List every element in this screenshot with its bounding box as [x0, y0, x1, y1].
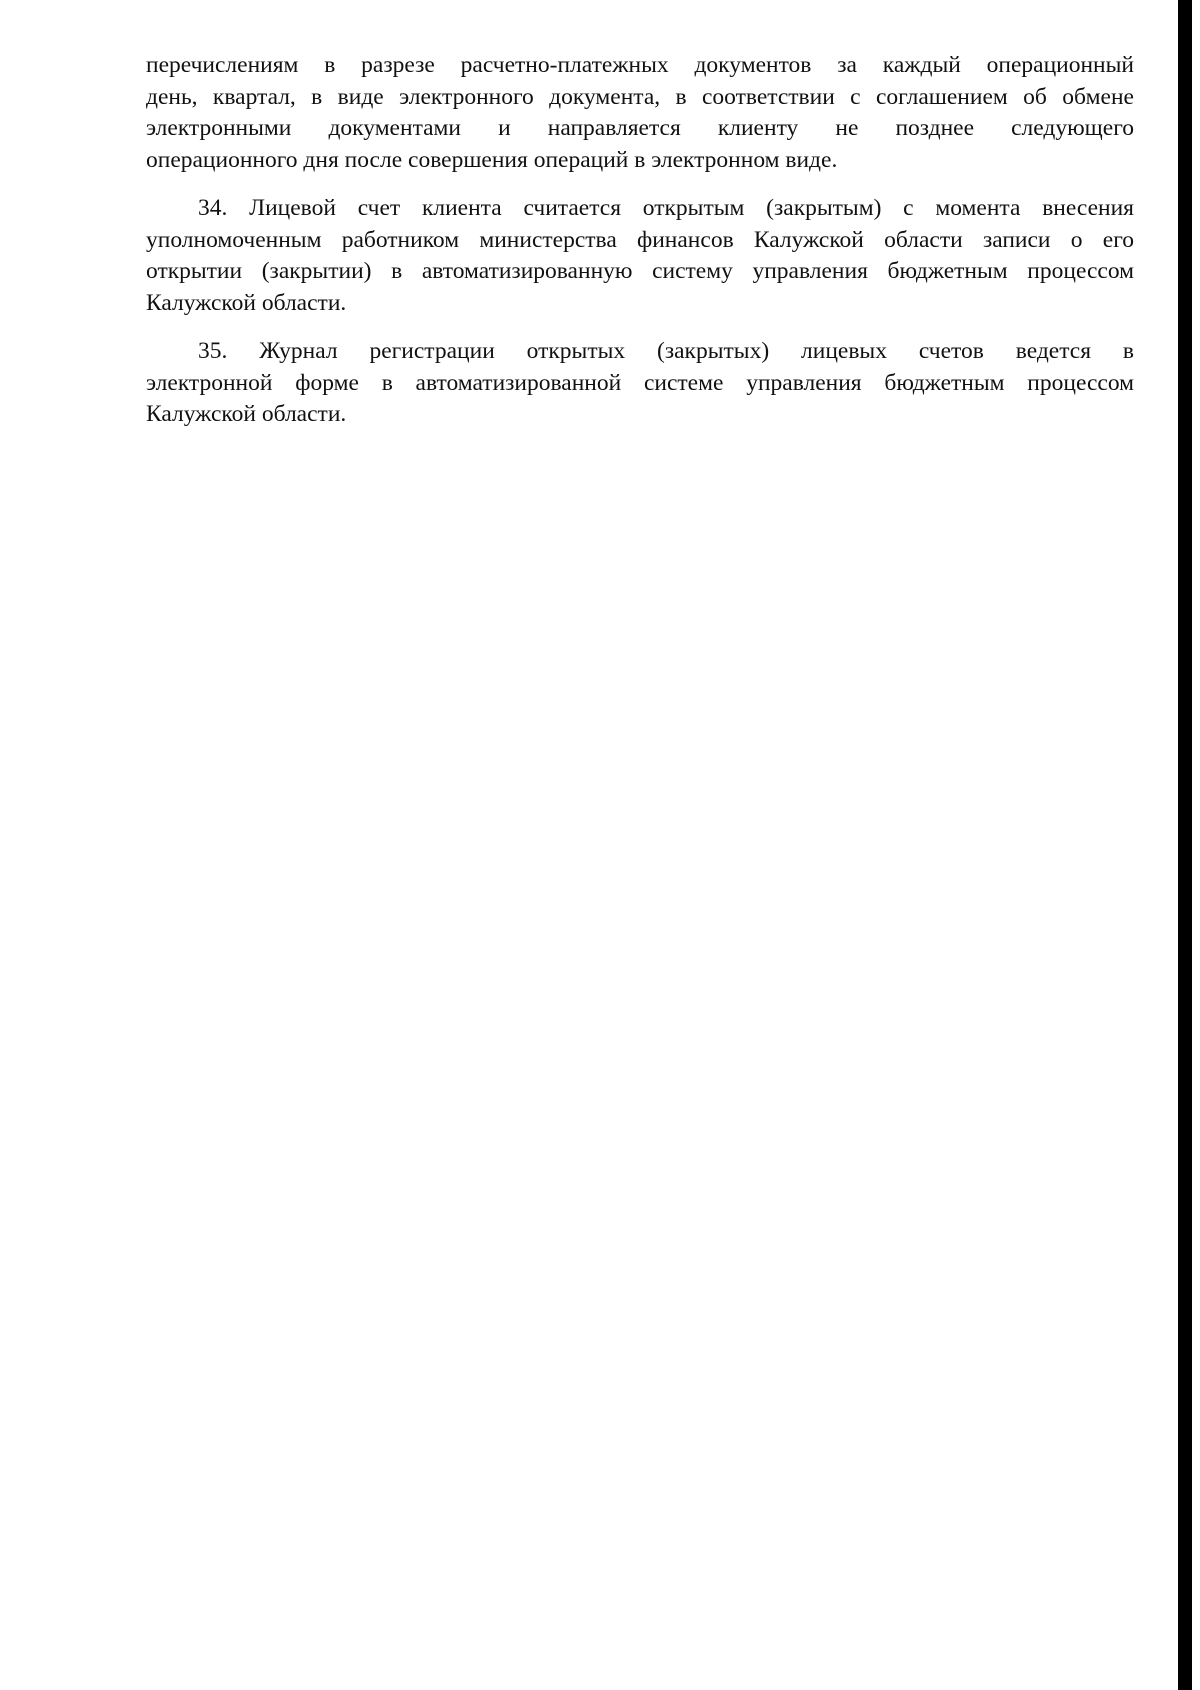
- paragraph-34: [146, 193, 1134, 319]
- text-line: электронной форме в автоматизированной системе управления бюджетным процессом: [146, 369, 1134, 396]
- text-line: электронными документами и направляется клиенту не позднее следующего: [146, 115, 1134, 141]
- text-line: 34. Лицевой счет клиента считается открытым (закрытым) с момента внесения: [198, 195, 1134, 221]
- paragraph-continuation: [146, 50, 1134, 176]
- paragraph-35: [146, 336, 1134, 431]
- scan-border: [1178, 0, 1192, 1690]
- text-line: Калужской области.: [146, 401, 347, 427]
- text-line: перечислениям в разрезе расчетно-платежных документов за каждый операционный: [146, 52, 1134, 78]
- text-line: операционного дня после совершения операций в электронном виде.: [146, 146, 838, 173]
- text-line: открытии (закрытии) в автоматизированную систему управления бюджетным процессом: [146, 258, 1134, 284]
- text-line: день, квартал, в виде электронного документа, в соответствии с соглашением об обмене: [146, 83, 1134, 110]
- text-line: уполномоченным работником министерства финансов Калужской области записи о его: [146, 226, 1134, 253]
- text-line: Калужской области.: [146, 289, 347, 316]
- text-line: 35. Журнал регистрации открытых (закрытых) лицевых счетов ведется в: [198, 338, 1134, 364]
